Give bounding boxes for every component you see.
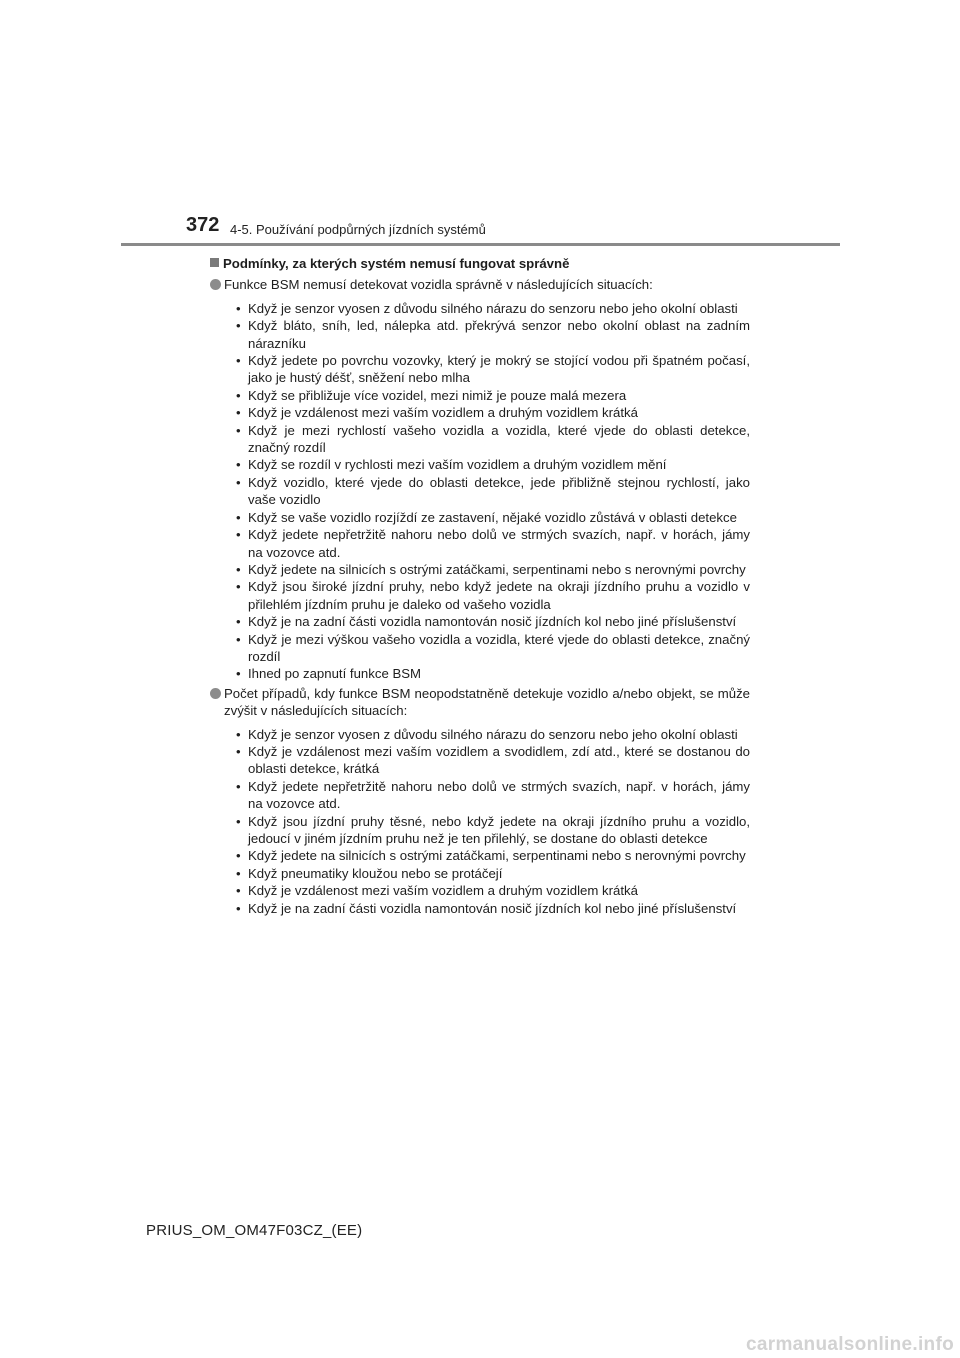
list-item: • Když je na zadní části vozidla namontován nosič jízdních kol nebo jiné příslušenství [248, 613, 750, 630]
list-item: • Když jedete na silnicích s ostrými zatáčkami, serpentinami nebo s nerovnými povrchy [248, 847, 750, 864]
list-item: • Když je senzor vyosen z důvodu silného nárazu do senzoru nebo jeho okolní oblasti [248, 300, 750, 317]
list-item: • Když je vzdálenost mezi vaším vozidlem a svodidlem, zdí atd., které se dostanou do oblasti detekce, krátká [248, 743, 750, 778]
page-number: 372 [186, 214, 220, 236]
condition-group [210, 276, 750, 682]
list-item: • Když je vzdálenost mezi vaším vozidlem a druhým vozidlem krátká [248, 404, 750, 421]
group-lead [210, 276, 750, 293]
list-item: • Když jsou jízdní pruhy těsné, nebo když jedete na okraji jízdního pruhu a vozidlo, jedoucí v jiném jízdním pruhu než je ten přilehlý, se dostane do oblasti detekce [248, 813, 750, 848]
list-item: • Když se vaše vozidlo rozjíždí ze zastavení, nějaké vozidlo zůstává v oblasti detekce [248, 509, 750, 526]
circle-bullet-icon [210, 688, 221, 699]
list-item: • Když jedete nepřetržitě nahoru nebo dolů ve strmých svazích, např. v horách, jámy na vozovce atd. [248, 778, 750, 813]
group-lead-text: Funkce BSM nemusí detekovat vozidla správně v následujících situacích: [224, 277, 653, 293]
condition-list [210, 300, 750, 683]
document-code: PRIUS_OM_OM47F03CZ_(EE) [146, 1222, 363, 1239]
list-item: • Když je vzdálenost mezi vaším vozidlem a druhým vozidlem krátká [248, 882, 750, 899]
list-item: • Když jsou široké jízdní pruhy, nebo když jedete na okraji jízdního pruhu a vozidlo v přilehlém jízdním pruhu je daleko od vašeho vozidla [248, 578, 750, 613]
list-item: • Když pneumatiky kloužou nebo se protáčejí [248, 865, 750, 882]
list-item: • Když jedete nepřetržitě nahoru nebo dolů ve strmých svazích, např. v horách, jámy na vozovce atd. [248, 526, 750, 561]
list-item: • Když je mezi rychlostí vašeho vozidla a vozidla, které vjede do oblasti detekce, značný rozdíl [248, 422, 750, 457]
list-item: • Když se rozdíl v rychlosti mezi vaším vozidlem a druhým vozidlem mění [248, 456, 750, 473]
main-content [210, 255, 750, 917]
list-item: • Když jedete na silnicích s ostrými zatáčkami, serpentinami nebo s nerovnými povrchy [248, 561, 750, 578]
list-item: • Když je na zadní části vozidla namontován nosič jízdních kol nebo jiné příslušenství [248, 900, 750, 917]
list-item: • Když bláto, sníh, led, nálepka atd. překrývá senzor nebo okolní oblast na zadním nárazníku [248, 317, 750, 352]
group-lead-text: Počet případů, kdy funkce BSM neopodstatněně detekuje vozidlo a/nebo objekt, se může zvýšit v následujících situacích: [224, 685, 750, 719]
header-divider [121, 243, 840, 246]
square-bullet-icon [210, 258, 219, 267]
section-title: Podmínky, za kterých systém nemusí fungovat správně [223, 256, 570, 271]
list-item: • Když vozidlo, které vjede do oblasti detekce, jede přibližně stejnou rychlostí, jako vaše vozidlo [248, 474, 750, 509]
list-item: • Když jedete po povrchu vozovky, který je mokrý se stojící vodou při špatném počasí, jako je hustý déšť, sněžení nebo mlha [248, 352, 750, 387]
list-item: • Ihned po zapnutí funkce BSM [248, 665, 750, 682]
chapter-title: 4-5. Používání podpůrných jízdních systémů [230, 222, 486, 237]
list-item: • Když se přibližuje více vozidel, mezi nimiž je pouze malá mezera [248, 387, 750, 404]
condition-list [210, 726, 750, 917]
circle-bullet-icon [210, 279, 221, 290]
section-heading [210, 255, 750, 272]
group-lead [210, 685, 750, 720]
list-item: • Když je senzor vyosen z důvodu silného nárazu do senzoru nebo jeho okolní oblasti [248, 726, 750, 743]
condition-group [210, 685, 750, 917]
list-item: • Když je mezi výškou vašeho vozidla a vozidla, které vjede do oblasti detekce, značný rozdíl [248, 631, 750, 666]
watermark: carmanualsonline.info [746, 1334, 954, 1355]
